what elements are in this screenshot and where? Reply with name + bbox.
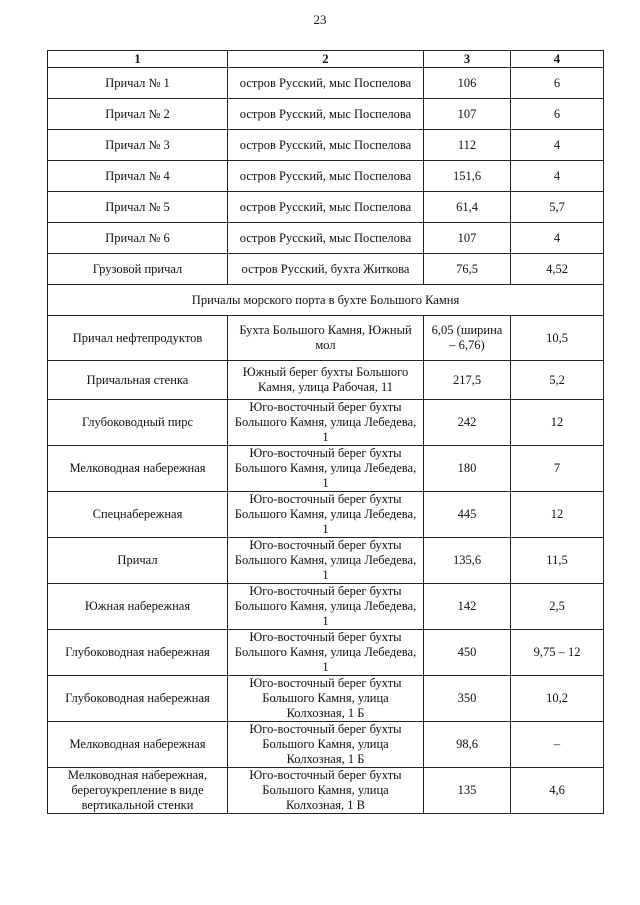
column-header: 4: [511, 51, 604, 68]
berth-depth: 6: [511, 68, 604, 99]
berths-table: [47, 50, 604, 814]
berth-name: Причал № 1: [48, 68, 228, 99]
column-header: 2: [228, 51, 424, 68]
berth-length: 61,4: [424, 192, 511, 223]
berth-depth: 11,5: [511, 538, 604, 584]
table-row: [48, 492, 604, 538]
berth-depth: 6: [511, 99, 604, 130]
berth-location: Юго-восточный берег бухты Большого Камня, улица Лебедева, 1: [228, 492, 424, 538]
berth-name: Мелководная набережная, берегоукрепление в виде вертикальной стенки: [48, 768, 228, 814]
berth-name: Грузовой причал: [48, 254, 228, 285]
berth-length: 107: [424, 223, 511, 254]
berth-name: Спецнабережная: [48, 492, 228, 538]
table-row: [48, 223, 604, 254]
berth-length: 151,6: [424, 161, 511, 192]
page-number: 23: [313, 12, 327, 27]
berth-location: Юго-восточный берег бухты Большого Камня, улица Лебедева, 1: [228, 630, 424, 676]
berth-depth: 9,75 – 12: [511, 630, 604, 676]
berth-length: 76,5: [424, 254, 511, 285]
section-title: Причалы морского порта в бухте Большого Камня: [48, 285, 604, 316]
berth-depth: –: [511, 722, 604, 768]
table-row: [48, 446, 604, 492]
berth-depth: 4,52: [511, 254, 604, 285]
berth-length: 142: [424, 584, 511, 630]
berth-name: Причал № 5: [48, 192, 228, 223]
berth-length: 217,5: [424, 361, 511, 400]
berth-length: 98,6: [424, 722, 511, 768]
berth-depth: 5,7: [511, 192, 604, 223]
berth-name: Причал № 4: [48, 161, 228, 192]
berth-length: 135,6: [424, 538, 511, 584]
berth-length: 242: [424, 400, 511, 446]
berth-length: 135: [424, 768, 511, 814]
column-header: 1: [48, 51, 228, 68]
berth-length: 107: [424, 99, 511, 130]
table-row: [48, 630, 604, 676]
berth-depth: 4,6: [511, 768, 604, 814]
berth-depth: 5,2: [511, 361, 604, 400]
berth-name: Мелководная набережная: [48, 722, 228, 768]
berth-name: Глубоководный пирс: [48, 400, 228, 446]
table-row: [48, 254, 604, 285]
berth-depth: 10,5: [511, 316, 604, 361]
berth-location: Юго-восточный берег бухты Большого Камня, улица Лебедева, 1: [228, 584, 424, 630]
table-row: [48, 361, 604, 400]
table-row: [48, 400, 604, 446]
berth-name: Мелководная набережная: [48, 446, 228, 492]
berth-location: Юго-восточный берег бухты Большого Камня, улица Колхозная, 1 Б: [228, 722, 424, 768]
column-header: 3: [424, 51, 511, 68]
berth-depth: 4: [511, 223, 604, 254]
table-row: [48, 68, 604, 99]
table-row: [48, 99, 604, 130]
table-row: [48, 192, 604, 223]
berth-length: 450: [424, 630, 511, 676]
berth-depth: 2,5: [511, 584, 604, 630]
berth-name: Причальная стенка: [48, 361, 228, 400]
berth-location: остров Русский, мыс Поспелова: [228, 192, 424, 223]
berth-name: Причал: [48, 538, 228, 584]
table-row: [48, 768, 604, 814]
berth-name: Причал № 3: [48, 130, 228, 161]
berth-location: остров Русский, мыс Поспелова: [228, 130, 424, 161]
section-row: [48, 285, 604, 316]
berth-location: Юго-восточный берег бухты Большого Камня, улица Лебедева, 1: [228, 446, 424, 492]
table-row: [48, 722, 604, 768]
berth-location: Бухта Большого Камня, Южный мол: [228, 316, 424, 361]
berth-length: 112: [424, 130, 511, 161]
table-header-row: [48, 51, 604, 68]
berth-depth: 4: [511, 161, 604, 192]
berth-depth: 12: [511, 492, 604, 538]
berth-depth: 12: [511, 400, 604, 446]
berth-depth: 10,2: [511, 676, 604, 722]
berth-name: Южная набережная: [48, 584, 228, 630]
berth-length: 6,05 (ширина – 6,76): [424, 316, 511, 361]
berth-depth: 4: [511, 130, 604, 161]
berth-name: Глубоководная набережная: [48, 630, 228, 676]
berth-name: Причал № 2: [48, 99, 228, 130]
berth-name: Глубоководная набережная: [48, 676, 228, 722]
berth-location: Юго-восточный берег бухты Большого Камня, улица Лебедева, 1: [228, 400, 424, 446]
berth-depth: 7: [511, 446, 604, 492]
berth-location: остров Русский, бухта Житкова: [228, 254, 424, 285]
table-row: [48, 130, 604, 161]
berth-location: Южный берег бухты Большого Камня, улица Рабочая, 11: [228, 361, 424, 400]
berth-location: Юго-восточный берег бухты Большого Камня, улица Лебедева, 1: [228, 538, 424, 584]
berth-length: 445: [424, 492, 511, 538]
table-row: [48, 584, 604, 630]
berth-name: Причал нефтепродуктов: [48, 316, 228, 361]
berth-location: остров Русский, мыс Поспелова: [228, 68, 424, 99]
berth-location: Юго-восточный берег бухты Большого Камня, улица Колхозная, 1 Б: [228, 676, 424, 722]
berth-name: Причал № 6: [48, 223, 228, 254]
berth-location: Юго-восточный берег бухты Большого Камня, улица Колхозная, 1 В: [228, 768, 424, 814]
berth-location: остров Русский, мыс Поспелова: [228, 99, 424, 130]
table-row: [48, 161, 604, 192]
berth-location: остров Русский, мыс Поспелова: [228, 223, 424, 254]
table-row: [48, 316, 604, 361]
table-row: [48, 676, 604, 722]
berth-length: 350: [424, 676, 511, 722]
berth-location: остров Русский, мыс Поспелова: [228, 161, 424, 192]
berth-length: 180: [424, 446, 511, 492]
table-row: [48, 538, 604, 584]
berth-length: 106: [424, 68, 511, 99]
